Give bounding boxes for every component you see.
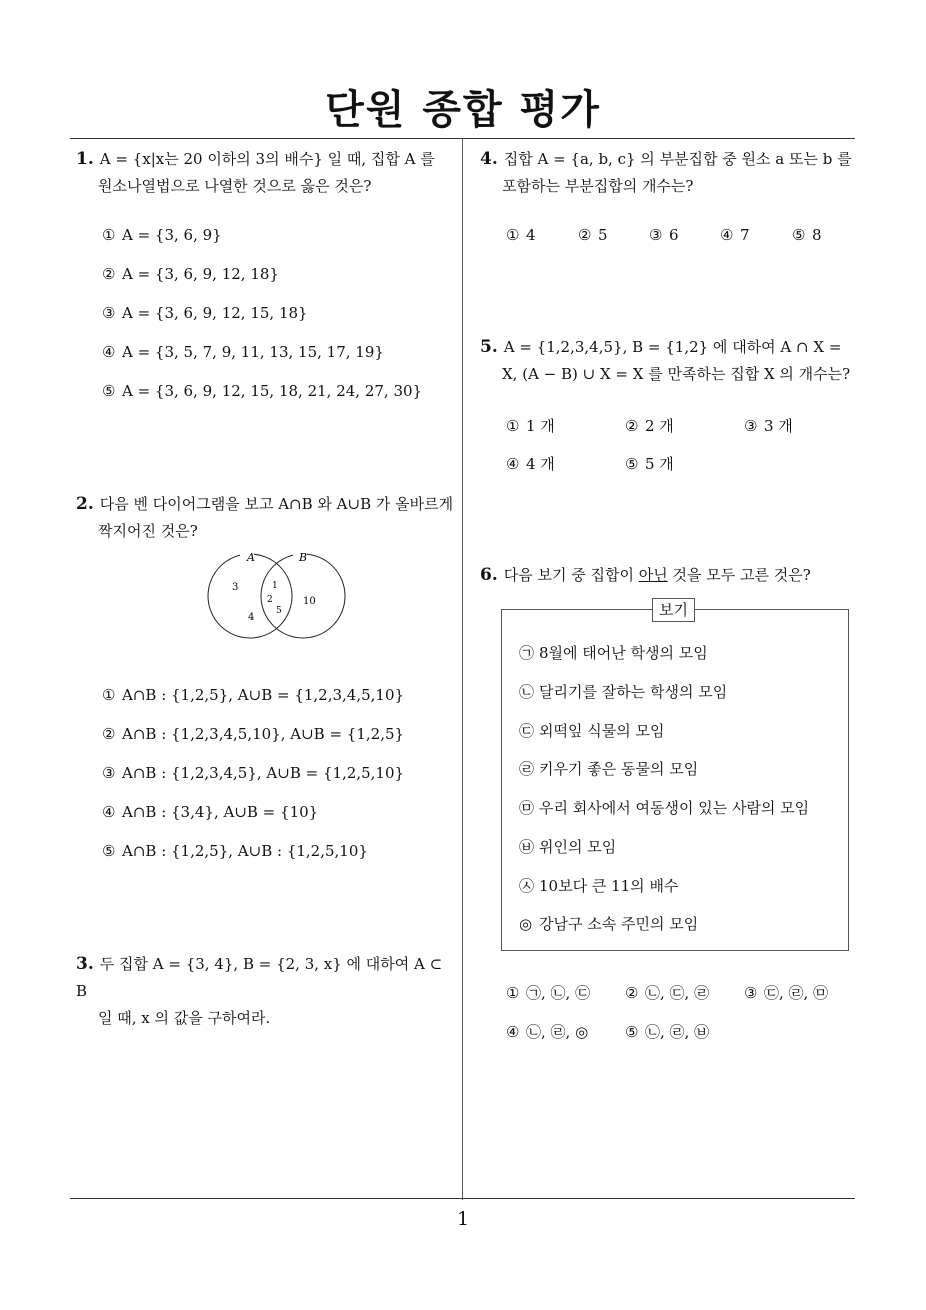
option-text: 4: [526, 226, 536, 244]
question-2: [76, 491, 456, 545]
item-mark: ㉣: [519, 760, 535, 778]
option-text: 5 개: [645, 455, 674, 473]
question-number: 6.: [480, 565, 498, 585]
question-text: A = {1,2,3,4,5}, B = {1,2} 에 대하여 A ∩ X =: [503, 338, 842, 356]
item-text: 8월에 태어난 학생의 모임: [539, 644, 708, 662]
option-text: 8: [812, 226, 822, 244]
option-text: 5: [598, 226, 608, 244]
example-item: [519, 720, 664, 741]
option-text: ㉡, ㉢, ㉣: [645, 984, 710, 1002]
page-number: 1: [456, 1208, 470, 1230]
venn-element: 5: [276, 606, 282, 616]
option-text: ㉠, ㉡, ㉢: [526, 984, 591, 1002]
venn-element: 4: [248, 612, 255, 623]
option-mark: ③: [649, 226, 663, 244]
venn-element: 2: [267, 595, 273, 605]
option-text: A∩B : {1,2,3,4,5}, A∪B = {1,2,5,10}: [122, 764, 405, 782]
question-4: [480, 146, 860, 200]
option-mark: ①: [506, 984, 520, 1002]
option-mark: ②: [102, 725, 116, 743]
option-text: ㉡, ㉣, ㉥: [645, 1023, 710, 1041]
q6-option-2[interactable]: [625, 982, 709, 1003]
item-mark: ㉤: [519, 799, 535, 817]
option-mark: ⑤: [792, 226, 806, 244]
option-mark: ②: [102, 265, 116, 283]
option-mark: ④: [506, 455, 520, 473]
q1-option-3[interactable]: [102, 304, 308, 322]
item-mark: ㉠: [519, 644, 535, 662]
example-item: [519, 913, 698, 934]
option-mark: ①: [102, 226, 116, 244]
option-mark: ④: [720, 226, 734, 244]
q2-option-4[interactable]: [102, 803, 318, 821]
set-a-label: A: [247, 551, 255, 564]
example-item: [519, 758, 698, 779]
option-text: ㉢, ㉣, ㉤: [764, 984, 829, 1002]
question-number: 5.: [480, 337, 498, 357]
option-text: ㉡, ㉣, ◎: [526, 1023, 589, 1041]
question-text: A = {x|x는 20 이하의 3의 배수} 일 때, 집합 A 를: [99, 150, 435, 168]
emphasis-text: 아닌: [638, 566, 668, 584]
q5-option-4[interactable]: [506, 453, 555, 474]
option-mark: ③: [744, 417, 758, 435]
item-text: 달리기를 잘하는 학생의 모임: [539, 683, 728, 701]
q2-option-3[interactable]: [102, 764, 404, 782]
item-text: 키우기 좋은 동물의 모임: [539, 760, 699, 778]
option-mark: ⑤: [625, 1023, 639, 1041]
item-text: 10보다 큰 11의 배수: [539, 877, 679, 895]
option-mark: ①: [506, 226, 520, 244]
question-text: 일 때, x 의 값을 구하여라.: [98, 1009, 271, 1027]
option-mark: ④: [506, 1023, 520, 1041]
question-text: 포함하는 부분집합의 개수는?: [502, 177, 694, 195]
option-mark: ③: [102, 764, 116, 782]
question-number: 3.: [76, 954, 94, 974]
option-mark: ⑤: [102, 842, 116, 860]
option-text: A∩B : {1,2,5}, A∪B : {1,2,5,10}: [122, 842, 368, 860]
q6-option-4[interactable]: [506, 1021, 588, 1042]
item-text: 외떡잎 식물의 모임: [539, 722, 665, 740]
q4-option-3[interactable]: [649, 226, 679, 244]
option-text: A∩B : {3,4}, A∪B = {10}: [122, 803, 319, 821]
option-mark: ⑤: [625, 455, 639, 473]
option-mark: ③: [102, 304, 116, 322]
option-mark: ④: [102, 803, 116, 821]
item-mark: ㉥: [519, 838, 535, 856]
question-5: [480, 334, 860, 388]
set-a-circle: [208, 554, 292, 638]
option-mark: ③: [744, 984, 758, 1002]
question-number: 2.: [76, 494, 94, 514]
question-number: 4.: [480, 149, 498, 169]
venn-element: 3: [232, 582, 239, 593]
option-text: 2 개: [645, 417, 674, 435]
example-box-label: 보기: [652, 598, 695, 622]
example-item: [519, 681, 727, 702]
q1-option-1[interactable]: [102, 226, 222, 244]
set-b-label: B: [299, 551, 308, 564]
question-text: 것을 모두 고른 것은?: [667, 566, 811, 584]
question-6: [480, 562, 860, 589]
q2-option-1[interactable]: [102, 686, 404, 704]
item-text: 강남구 소속 주민의 모임: [539, 915, 699, 933]
q1-option-5[interactable]: [102, 382, 422, 400]
q1-option-2[interactable]: [102, 265, 279, 283]
q4-option-1[interactable]: [506, 226, 536, 244]
q4-option-2[interactable]: [578, 226, 608, 244]
question-1: [76, 146, 456, 200]
q4-option-5[interactable]: [792, 226, 822, 244]
question-3: [76, 951, 456, 1032]
q2-option-2[interactable]: [102, 725, 404, 743]
item-mark: ㉢: [519, 722, 535, 740]
q6-option-1[interactable]: [506, 982, 590, 1003]
option-text: 1 개: [526, 417, 555, 435]
option-mark: ①: [102, 686, 116, 704]
q5-option-1[interactable]: [506, 415, 555, 436]
bottom-rule: [70, 1198, 855, 1199]
option-mark: ②: [625, 984, 639, 1002]
page-title: 단원 종합 평가: [325, 87, 601, 133]
q4-option-4[interactable]: [720, 226, 750, 244]
q5-option-5[interactable]: [625, 453, 674, 474]
question-text: 다음 벤 다이어그램을 보고 A∩B 와 A∪B 가 올바르게: [99, 495, 454, 513]
example-item: [519, 875, 678, 896]
example-item: [519, 836, 616, 857]
q6-option-5[interactable]: [625, 1021, 709, 1042]
question-text: 짝지어진 것은?: [98, 522, 198, 540]
q6-option-3[interactable]: [744, 982, 828, 1003]
question-text: 집합 A = {a, b, c} 의 부분집합 중 원소 a 또는 b 를: [503, 150, 852, 168]
venn-diagram: [200, 548, 350, 643]
option-text: 4 개: [526, 455, 555, 473]
option-text: 7: [740, 226, 750, 244]
question-text: X, (A − B) ∪ X = X 를 만족하는 집합 X 의 개수는?: [502, 365, 851, 383]
question-text: 두 집합 A = {3, 4}, B = {2, 3, x} 에 대하여 A ⊂ B: [76, 955, 443, 1000]
option-text: A = {3, 6, 9, 12, 15, 18, 21, 24, 27, 30}: [122, 382, 423, 400]
item-mark: ㉡: [519, 683, 535, 701]
option-text: 6: [669, 226, 679, 244]
question-number: 1.: [76, 149, 94, 169]
option-text: A = {3, 6, 9, 12, 18}: [122, 265, 279, 283]
option-text: A = {3, 5, 7, 9, 11, 13, 15, 17, 19}: [122, 343, 384, 361]
q5-option-3[interactable]: [744, 415, 793, 436]
option-mark: ①: [506, 417, 520, 435]
question-text: 다음 보기 중 집합이: [503, 566, 639, 584]
option-mark: ②: [625, 417, 639, 435]
option-text: A∩B : {1,2,5}, A∪B = {1,2,3,4,5,10}: [122, 686, 405, 704]
item-text: 우리 회사에서 여동생이 있는 사람의 모임: [539, 799, 810, 817]
option-mark: ②: [578, 226, 592, 244]
option-text: A∩B : {1,2,3,4,5,10}, A∪B = {1,2,5}: [122, 725, 405, 743]
item-mark: ㉦: [519, 877, 535, 895]
column-divider: [462, 138, 463, 1200]
option-mark: ④: [102, 343, 116, 361]
item-text: 위인의 모임: [539, 838, 617, 856]
option-mark: ⑤: [102, 382, 116, 400]
option-text: 3 개: [764, 417, 793, 435]
example-item: [519, 797, 809, 818]
example-item: [519, 642, 708, 663]
item-mark: ◎: [519, 915, 533, 933]
venn-element: 1: [272, 581, 278, 591]
q1-option-4[interactable]: [102, 343, 384, 361]
question-text: 원소나열법으로 나열한 것으로 옳은 것은?: [98, 177, 372, 195]
option-text: A = {3, 6, 9, 12, 15, 18}: [122, 304, 308, 322]
q2-option-5[interactable]: [102, 842, 368, 860]
option-text: A = {3, 6, 9}: [122, 226, 222, 244]
venn-element: 10: [303, 596, 316, 607]
q5-option-2[interactable]: [625, 415, 674, 436]
